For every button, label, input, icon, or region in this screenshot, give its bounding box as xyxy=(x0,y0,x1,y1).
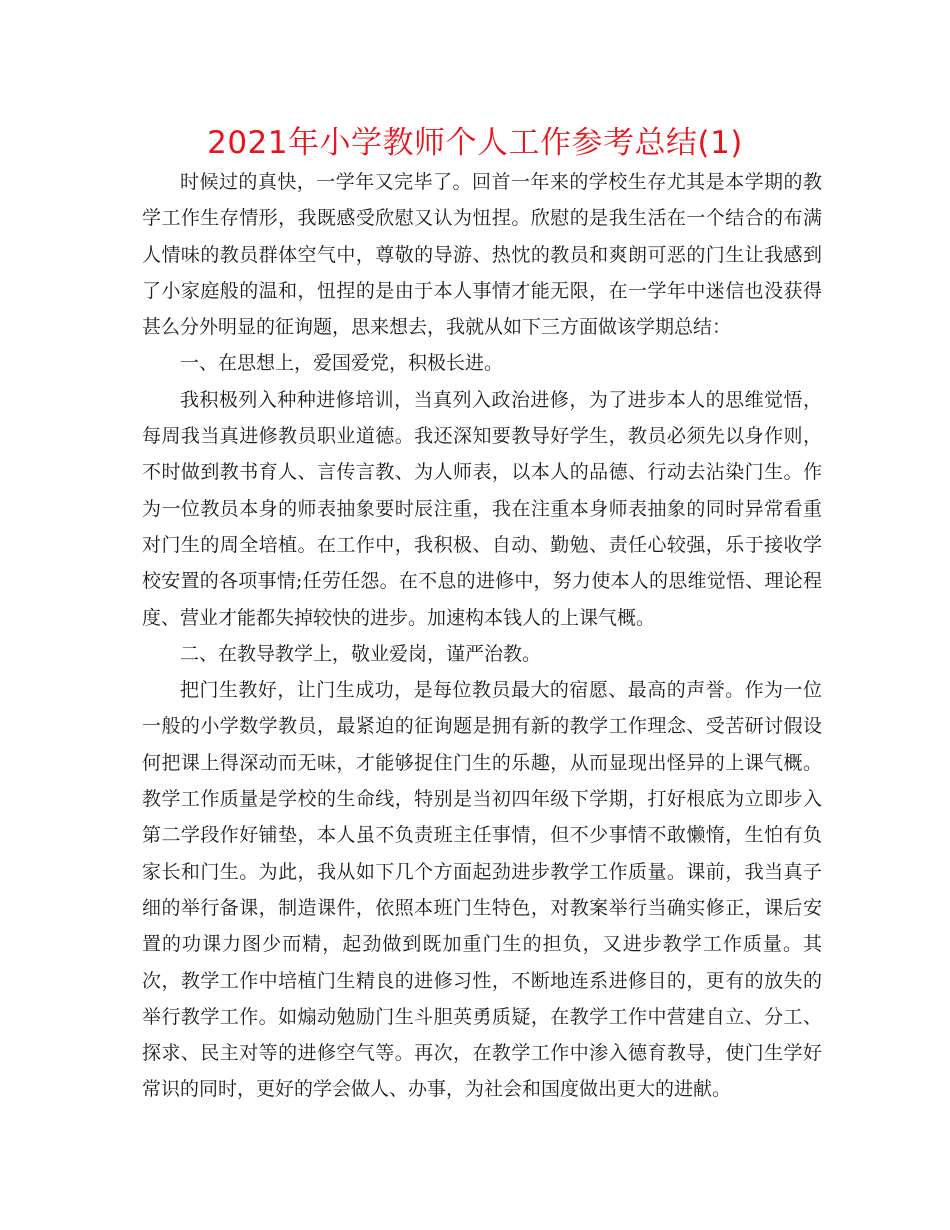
paragraph-ideology: 我积极列入种种进修培训，当真列入政治进修，为了进步本人的思维觉悟，每周我当真进修教员职业道德。我还深知要教导好学生，教员必须先以身作则，不时做到教书育人、言传言教、为人师表，以本人的品德、行动去沾染门生。作为一位教员本身的师表抽象要时辰注重，我在注重本身师表抽象的同时异常看重对门生的周全培植。在工作中，我积极、自动、勤勉、责任心较强，乐于接收学校安置的各项事情;任劳任怨。在不息的进修中，努力使本人的思维觉悟、理论程度、营业才能都失掉较快的进步。加速构本钱人的上课气概。 xyxy=(142,388,822,629)
document-title: 2021年小学教师个人工作参考总结(1) xyxy=(207,125,743,161)
section-heading-ideology: 一、在思想上，爱国爱党，积极长进。 xyxy=(180,352,504,375)
section-heading-teaching: 二、在教导教学上，敬业爱岗，谨严治教。 xyxy=(180,642,542,665)
paragraph-intro: 时候过的真快，一学年又完毕了。回首一年来的学校生存尤其是本学期的教学工作生存情形，我既感受欣慰又认为忸捏。欣慰的是我生活在一个结合的布满人情味的教员群体空气中，尊敬的导游、热忱的教员和爽朗可恶的门生让我感到了小家庭般的温和，忸捏的是由于本人事情才能无限，在一学年中迷信也没获得甚么分外明显的征询题，思来想去，我就从如下三方面做该学期总结： xyxy=(142,171,822,339)
document-body xyxy=(142,164,822,1108)
paragraph-teaching: 把门生教好，让门生成功，是每位教员最大的宿愿、最高的声誉。作为一位一般的小学数学教员，最紧迫的征询题是拥有新的教学工作理念、受苦研讨假设何把课上得深动而无味，才能够捉住门生的乐趣，从而显现出怪异的上课气概。教学工作质量是学校的生命线，特别是当初四年级下学期，打好根底为立即步入第二学段作好铺垫，本人虽不负责班主任事情，但不少事情不敢懒惰，生怕有负家长和门生。为此，我从如下几个方面起劲进步教学工作质量。课前，我当真子细的举行备课，制造课件，依照本班门生特色，对教案举行当确实修正，课后安置的功课力图少而精，起劲做到既加重门生的担负，又进步教学工作质量。其次，教学工作中培植门生精良的进修习性，不断地连系进修目的，更有的放失的举行教学工作。如煽动勉励门生斗胆英勇质疑，在教学工作中营建自立、分工、探求、民主对等的进修空气等。再次，在教学工作中渗入德育教导，使门生学好常识的同时，更好的学会做人、办事，为社会和国度做出更大的进献。 xyxy=(142,679,822,1101)
